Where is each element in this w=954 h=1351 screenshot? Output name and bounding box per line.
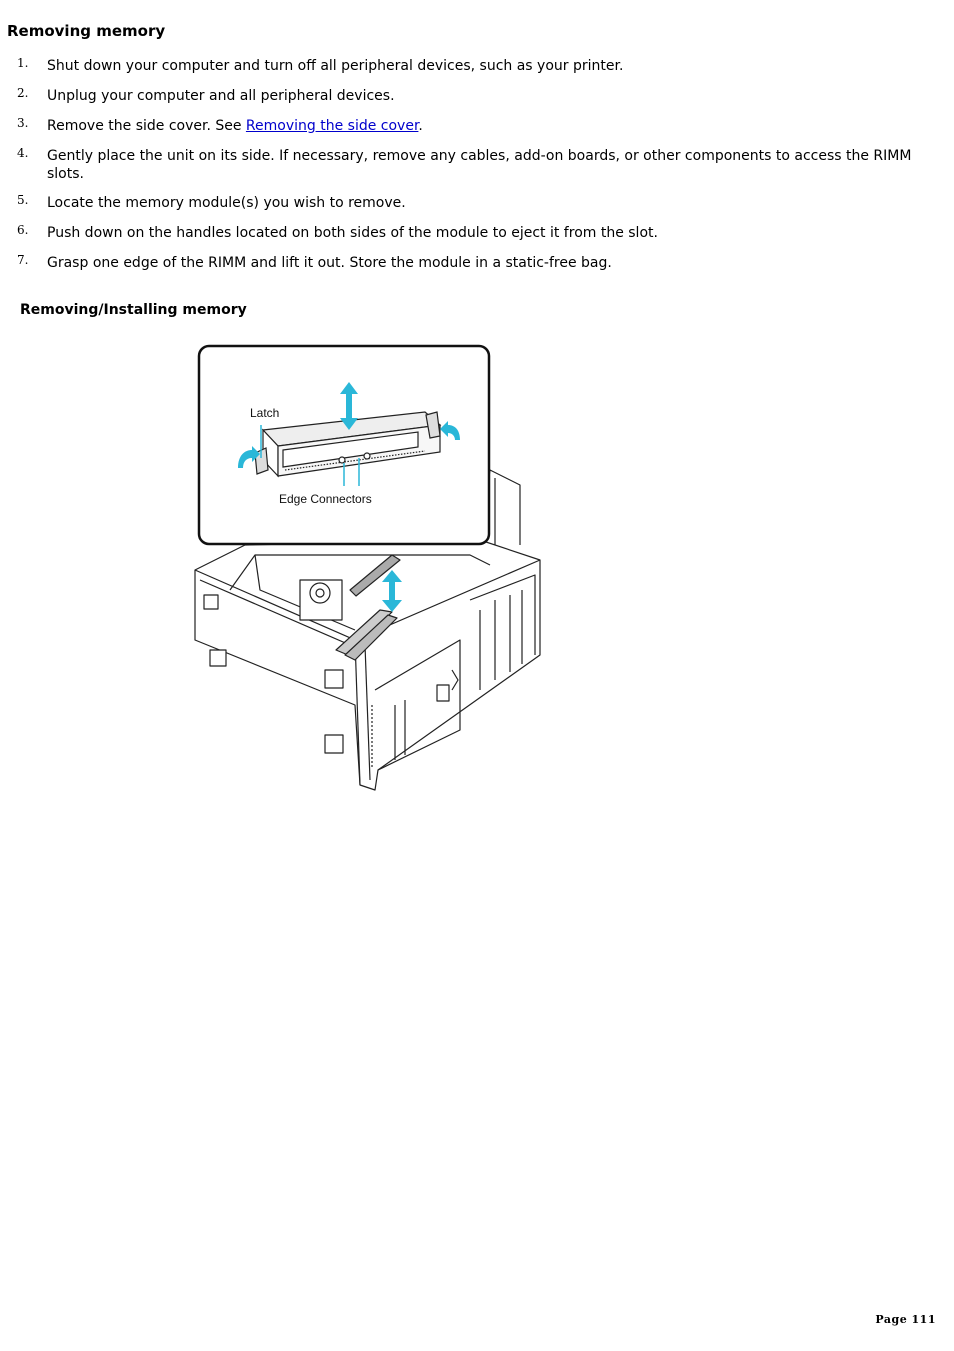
step-number: 5. [17,193,29,207]
figure-caption: Removing/Installing memory [20,302,247,318]
step-list [0,57,930,284]
step-number: 1. [17,56,29,70]
step-number: 7. [17,253,29,267]
step-text: Locate the memory module(s) you wish to remove. [47,195,406,211]
list-item [0,117,930,135]
step-text-before-link: Remove the side cover. See [47,118,246,134]
step-number: 3. [17,116,29,130]
step-text: Gently place the unit on its side. If necessary, remove any cables, add-on boards, or other components to access the RIMM slots. [47,148,912,182]
latch-label: Latch [250,406,280,420]
step-number: 6. [17,223,29,237]
step-number: 2. [17,86,29,100]
step-text: Shut down your computer and turn off all peripheral devices, such as your printer. [47,58,624,74]
page-number: Page 111 [875,1313,936,1326]
list-item [0,224,930,242]
page-title: Removing memory [7,22,166,40]
step-text: Push down on the handles located on both sides of the module to eject it from the slot. [47,225,658,241]
list-item [0,147,930,183]
step-number: 4. [17,146,29,160]
list-item [0,57,930,75]
zoom-inset [199,346,489,544]
edge-connectors-label: Edge Connectors [279,492,372,506]
list-item [0,194,930,212]
memory-removal-illustration [190,342,550,794]
removing-side-cover-link[interactable]: Removing the side cover [245,118,419,134]
step-text [47,118,423,134]
step-text: Grasp one edge of the RIMM and lift it out. Store the module in a static-free bag. [47,255,612,271]
list-item [0,254,930,272]
step-text: Unplug your computer and all peripheral devices. [47,88,395,104]
list-item [0,87,930,105]
step-text-after-link: . [418,118,423,134]
